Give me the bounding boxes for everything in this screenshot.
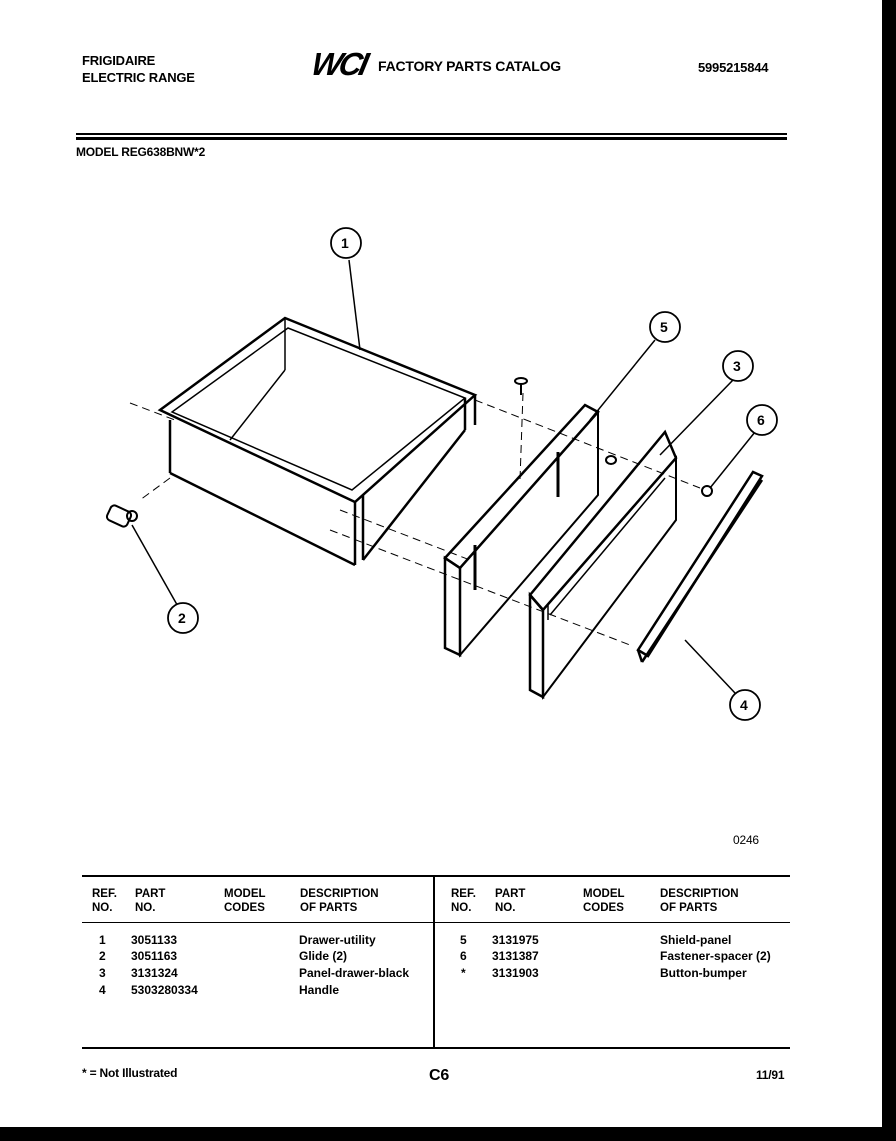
header-part-no: PART NO. <box>495 888 526 914</box>
callout-6: 6 <box>757 412 765 428</box>
callout-4: 4 <box>740 697 748 713</box>
header-description: DESCRIPTION OF PARTS <box>660 888 739 914</box>
table-divider <box>433 877 435 1047</box>
description: Fastener-spacer (2) <box>660 949 771 963</box>
part-no: 5303280334 <box>131 983 198 997</box>
header-description: DESCRIPTION OF PARTS <box>300 888 379 914</box>
description: Panel-drawer-black <box>299 966 410 980</box>
ref-no: 5 <box>460 933 467 947</box>
catalog-number: 5995215844 <box>698 60 769 75</box>
wci-logo: WCI <box>308 46 370 82</box>
part-no: 3131975 <box>492 933 539 947</box>
ref-no: 6 <box>460 949 467 963</box>
screw-part <box>515 378 527 395</box>
ref-no: 2 <box>99 949 106 963</box>
panel-drawer-part <box>530 432 676 697</box>
ref-no: * <box>461 966 466 980</box>
description: Button-bumper <box>660 966 747 980</box>
page-code: C6 <box>429 1067 450 1084</box>
header-ref-no: REF. NO. <box>92 888 117 914</box>
part-no: 3051133 <box>131 933 178 947</box>
brand-name: FRIGIDAIRE <box>82 53 156 68</box>
not-illustrated-note: * = Not Illustrated <box>82 1066 178 1080</box>
description: Glide (2) <box>299 949 348 963</box>
catalog-title: FACTORY PARTS CATALOG <box>378 58 561 74</box>
callout-circles <box>168 228 777 720</box>
ref-no: 1 <box>99 933 106 947</box>
ref-no: 4 <box>99 983 106 997</box>
description: Shield-panel <box>660 933 732 947</box>
part-no: 3051163 <box>131 949 178 963</box>
header-model-codes: MODEL CODES <box>583 888 625 914</box>
table-top-rule <box>82 875 790 877</box>
header-model-codes: MODEL CODES <box>224 888 266 914</box>
header-ref-no: REF. NO. <box>451 888 476 914</box>
part-no: 3131324 <box>131 966 178 980</box>
figure-number: 0246 <box>733 833 759 847</box>
callout-1: 1 <box>341 235 349 251</box>
description: Drawer-utility <box>299 933 376 947</box>
ref-no: 3 <box>99 966 106 980</box>
glide-part <box>106 504 137 528</box>
drawer-utility-part <box>160 318 475 565</box>
revision-date: 11/91 <box>756 1068 785 1082</box>
table-bottom-rule <box>82 1047 790 1049</box>
model-number: MODEL REG638BNW*2 <box>76 145 206 159</box>
description: Handle <box>299 983 340 997</box>
product-type: ELECTRIC RANGE <box>82 70 195 85</box>
part-no: 3131903 <box>492 966 539 980</box>
part-no: 3131387 <box>492 949 539 963</box>
callout-3: 3 <box>733 358 741 374</box>
callout-2: 2 <box>178 610 186 626</box>
header-part-no: PART NO. <box>135 888 166 914</box>
handle-part <box>638 472 762 662</box>
table-header-rule <box>82 922 790 923</box>
shield-panel-part <box>445 405 598 655</box>
callout-5: 5 <box>660 319 668 335</box>
